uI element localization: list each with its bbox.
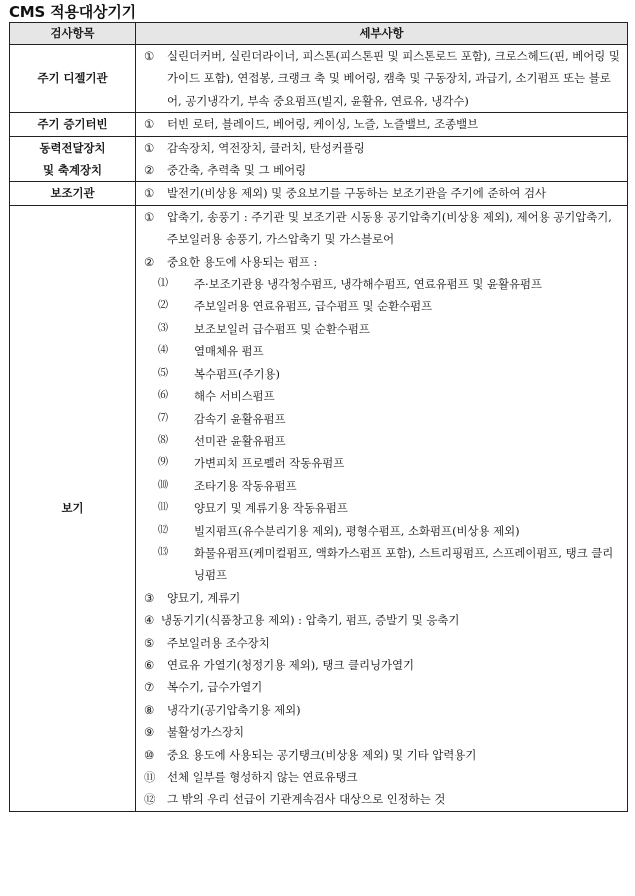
item-text: 주보일러용 연료유펌프, 급수펌프 및 순환수펌프 [194, 299, 433, 314]
category-auxiliary-engine: 보조기관 [10, 182, 136, 205]
item-text: 양묘기 및 계류기용 작동유펌프 [194, 501, 348, 516]
item-marker: ⑥ [144, 657, 155, 672]
category-power-transmission [10, 136, 136, 182]
item-marker: ⑫ [144, 792, 156, 807]
item-text: 감속장치, 역전장치, 클러치, 탄성커플링 [167, 140, 365, 155]
list-item [144, 788, 623, 810]
item-text: 선체 일부를 형성하지 않는 연료유탱크 [167, 770, 358, 784]
table-row [10, 136, 628, 182]
sub-list-item [144, 318, 623, 340]
item-marker: ⑴ [158, 278, 168, 290]
sub-list-item [144, 340, 623, 362]
item-marker: ⑦ [144, 680, 155, 695]
document-title: CMS 적용대상기기 [9, 3, 136, 21]
item-marker: ⑺ [158, 412, 168, 424]
item-text: 양묘기, 계류기 [167, 590, 241, 605]
item-marker: ⑩ [144, 747, 155, 762]
item-text: 발전기(비상용 제외) 및 중요보기를 구동하는 보조기관을 주기에 준하여 검사 [167, 186, 546, 201]
list-item [144, 654, 623, 676]
item-text: 화물유펌프(케미컬펌프, 액화가스펌프 포함), 스트리핑펌프, 스프레이펌프, 탱크 클리닝펌프 [194, 545, 614, 583]
item-marker: ⑻ [158, 434, 168, 446]
item-text: 터빈 로터, 블레이드, 베어링, 케이싱, 노즐, 노즐밸브, 조종밸브 [167, 117, 479, 132]
sub-list-item [144, 430, 623, 452]
sub-list-item [144, 385, 623, 407]
item-text: 빌지펌프(유수분리기용 제외), 평형수펌프, 소화펌프(비상용 제외) [194, 523, 520, 538]
list-item [144, 45, 623, 112]
table-row [10, 45, 628, 113]
item-marker: ⑪ [144, 770, 156, 784]
category-steam-turbine: 주기 증기터빈 [10, 113, 136, 136]
header-details: 세부사항 [136, 23, 628, 45]
item-text: 보조보일러 급수펌프 및 순환수펌프 [194, 321, 370, 336]
table-row [10, 113, 628, 136]
item-marker: ⑸ [158, 367, 168, 379]
item-text: 복수펌프(주기용) [194, 366, 280, 381]
item-marker: ② [144, 163, 155, 178]
list-item [144, 182, 623, 204]
details-cell [136, 45, 628, 113]
item-text: 감속기 윤활유펌프 [194, 411, 286, 426]
sub-list-item [144, 408, 623, 430]
item-text: 주보일러용 조수장치 [167, 635, 270, 650]
item-text: 주·보조기관용 냉각청수펌프, 냉각해수펌프, 연료유펌프 및 윤활유펌프 [194, 277, 543, 292]
list-item [144, 587, 623, 609]
list-item [144, 206, 623, 251]
details-cell [136, 113, 628, 136]
table-header-row [10, 23, 628, 45]
list-item [144, 766, 623, 788]
details-cell [136, 205, 628, 811]
item-text: 열매체유 펌프 [194, 344, 264, 359]
item-text: 복수기, 급수가열기 [167, 680, 263, 695]
item-text: 냉동기기(식품창고용 제외) : 압축기, 펌프, 증발기 및 응축기 [161, 613, 460, 628]
table-row [10, 182, 628, 205]
item-text: 해수 서비스펌프 [194, 389, 275, 404]
item-marker: ⑼ [158, 457, 168, 469]
item-marker: ⑿ [158, 524, 168, 536]
item-text: 선미관 윤활유펌프 [194, 433, 286, 448]
item-marker: ⑤ [144, 635, 155, 650]
item-marker: ① [144, 117, 155, 132]
item-text: 압축기, 송풍기 : 주기관 및 보조기관 시동용 공기압축기(비상용 제외), 제어용 공기압축기, 주보일러용 송풍기, 가스압축기 및 가스블로어 [167, 209, 612, 247]
item-marker: ④ [144, 613, 155, 628]
details-cell [136, 182, 628, 205]
sub-list-item [144, 273, 623, 295]
item-marker: ⑾ [158, 502, 168, 514]
list-item [144, 137, 623, 159]
list-item [144, 113, 623, 135]
item-marker: ⑽ [158, 479, 168, 491]
item-marker: ⑧ [144, 702, 155, 717]
list-item [144, 721, 623, 743]
list-item [144, 632, 623, 654]
item-marker: ⒀ [158, 546, 168, 558]
list-item [144, 159, 623, 181]
item-text: 불활성가스장치 [167, 725, 245, 740]
item-text: 중요 용도에 사용되는 공기탱크(비상용 제외) 및 기타 압력용기 [167, 747, 477, 762]
item-marker: ⑨ [144, 725, 155, 740]
item-marker: ② [144, 254, 155, 269]
list-item [144, 699, 623, 721]
sub-list-item [144, 452, 623, 474]
item-text: 가변피치 프로펠러 작동유펌프 [194, 456, 345, 471]
category-diesel-engine: 주기 디젤기관 [10, 45, 136, 113]
item-marker: ① [144, 209, 155, 224]
sub-list-item [144, 542, 623, 587]
list-item [144, 251, 623, 273]
item-marker: ⑷ [158, 345, 168, 357]
item-marker: ⑵ [158, 300, 168, 312]
item-marker: ⑶ [158, 322, 168, 334]
item-marker: ① [144, 140, 155, 155]
item-marker: ① [144, 186, 155, 201]
list-item [144, 676, 623, 698]
details-cell [136, 136, 628, 182]
sub-list-item [144, 363, 623, 385]
sub-list-item [144, 475, 623, 497]
item-marker: ⑹ [158, 390, 168, 402]
category-auxiliary-machinery: 보기 [10, 205, 136, 811]
item-text: 그 밖의 우리 선급이 기관계속검사 대상으로 인정하는 것 [167, 792, 446, 807]
item-text: 실린더커버, 실린더라이너, 피스톤(피스톤핀 및 피스톤로드 포함), 크로스헤드(핀, 베어링 및 가이드 포함), 연접봉, 크랭크 축 및 베어링, 캠축 및 구동장치, 과급기, 소기펌프 또는 블로어, 공기냉각기, 부속 중요펌프(빌지, 윤활유, 연료유, 냉각수) [167, 49, 620, 108]
cms-equipment-table [9, 22, 628, 812]
sub-list-item [144, 497, 623, 519]
item-text: 중간축, 추력축 및 그 베어링 [167, 163, 307, 178]
category-line: 동력전달장치 [39, 140, 106, 155]
item-marker: ③ [144, 590, 155, 605]
sub-list-item [144, 520, 623, 542]
list-item [144, 609, 623, 631]
table-row [10, 205, 628, 811]
item-text: 조타기용 작동유펌프 [194, 478, 297, 493]
list-item [144, 744, 623, 766]
category-line: 및 축계장치 [43, 163, 102, 178]
item-text: 연료유 가열기(청정기용 제외), 탱크 클리닝가열기 [167, 657, 415, 672]
sub-list-item [144, 295, 623, 317]
item-text: 중요한 용도에 사용되는 펌프 : [167, 254, 318, 269]
header-inspection-item: 검사항목 [10, 23, 136, 45]
item-text: 냉각기(공기압축기용 제외) [167, 702, 301, 717]
item-marker: ① [144, 49, 155, 63]
